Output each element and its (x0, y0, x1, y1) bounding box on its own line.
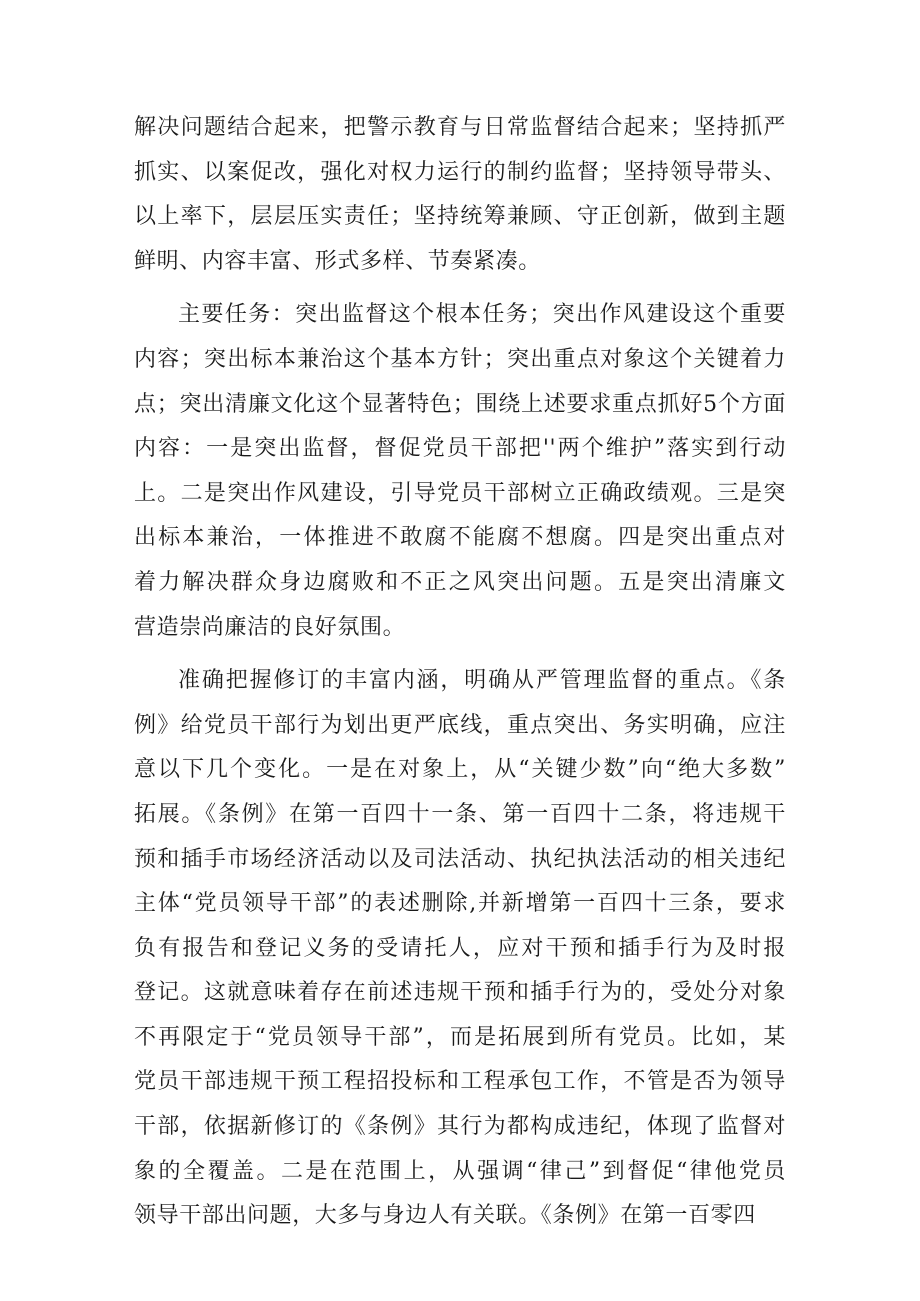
text-line-row (0, 971, 920, 1016)
text-line-row (0, 293, 920, 338)
text-line: 例》给党员干部行为划出更严底线，重点突出、务实明确，应注 (134, 712, 786, 738)
text-line-row (0, 383, 920, 428)
text-line: 内容：一是突出监督，督促党员干部把''两个维护”落实到行动 (134, 436, 786, 462)
text-line: 准确把握修订的丰富内涵，明确从严管理监督的重点。《条 (178, 668, 786, 694)
text-line: 以上率下，层层压实责任；坚持统筹兼顾、守正创新，做到主题 (134, 204, 786, 230)
text-line-row (0, 472, 920, 517)
paragraph (0, 106, 920, 284)
text-line-row (0, 748, 920, 793)
text-line-row (0, 659, 920, 704)
text-line: 党员干部违规干预工程招投标和工程承包工作，不管是否为领导 (134, 1069, 786, 1095)
text-line-row (0, 338, 920, 383)
text-line-row (0, 606, 920, 651)
paragraph-gap (0, 284, 920, 293)
text-line: 象的全覆盖。二是在范围上，从强调“律己”到督促“律他党员 (134, 1158, 786, 1184)
text-line: 领导干部出问题，大多与身边人有关联。《条例》在第一百零四 (134, 1203, 756, 1229)
text-line-row (0, 1105, 920, 1150)
text-line-row (0, 927, 920, 972)
text-line: 干部，依据新修订的《条例》其行为都构成违纪，体现了监督对 (134, 1114, 786, 1140)
paragraph (0, 659, 920, 1239)
text-line-row (0, 1194, 920, 1239)
text-line-row (0, 240, 920, 285)
text-line-row (0, 1016, 920, 1061)
text-line: 着力解决群众身边腐败和不正之风突出问题。五是突出清廉文 (134, 569, 786, 595)
text-line-row (0, 151, 920, 196)
text-line: 意以下几个变化。一是在对象上，从“关键少数”向“绝大多数” (134, 757, 786, 783)
text-line-row (0, 195, 920, 240)
text-line-row (0, 838, 920, 883)
paragraph (0, 293, 920, 650)
text-line: 点；突出清廉文化这个显著特色；围绕上述要求重点抓好5个方面 (134, 391, 786, 417)
text-line-row (0, 704, 920, 749)
text-line-row (0, 561, 920, 606)
text-line: 出标本兼治，一体推进不敢腐不能腐不想腐。四是突出重点对 (134, 525, 786, 551)
text-line-row (0, 1060, 920, 1105)
text-line: 负有报告和登记义务的受请托人，应对干预和插手行为及时报 (134, 935, 786, 961)
text-line-row (0, 1150, 920, 1195)
text-line: 上。二是突出作风建设，引导党员干部树立正确政绩观。三是突 (134, 480, 786, 506)
text-line: 主要任务：突出监督这个根本任务；突出作风建设这个重要 (178, 302, 786, 328)
text-line: 拓展。《条例》在第一百四十一条、第一百四十二条，将违规干 (134, 801, 786, 827)
text-line-row (0, 427, 920, 472)
text-line: 主体“党员领导干部”的表述删除,并新增第一百四十三条，要求 (134, 891, 786, 917)
text-line-row (0, 882, 920, 927)
text-line: 解决问题结合起来，把警示教育与日常监督结合起来；坚持抓严 (134, 115, 786, 140)
text-line-row (0, 516, 920, 561)
text-line: 鲜明、内容丰富、形式多样、节奏紧凑。 (134, 248, 541, 274)
text-line-row (0, 106, 920, 151)
text-line: 营造崇尚廉洁的良好氛围。 (134, 614, 406, 640)
text-line: 不再限定于“党员领导干部”，而是拓展到所有党员。比如，某 (134, 1024, 786, 1050)
text-line: 抓实、以案促改，强化对权力运行的制约监督；坚持领导带头、 (134, 159, 786, 185)
text-line-row (0, 793, 920, 838)
text-line: 内容；突出标本兼治这个基本方针；突出重点对象这个关键着力 (134, 346, 786, 372)
text-line: 登记。这就意味着存在前述违规干预和插手行为的，受处分对象 (134, 980, 786, 1006)
text-line: 预和插手市场经济活动以及司法活动、执纪执法活动的相关违纪 (134, 846, 786, 872)
paragraph-gap (0, 650, 920, 659)
